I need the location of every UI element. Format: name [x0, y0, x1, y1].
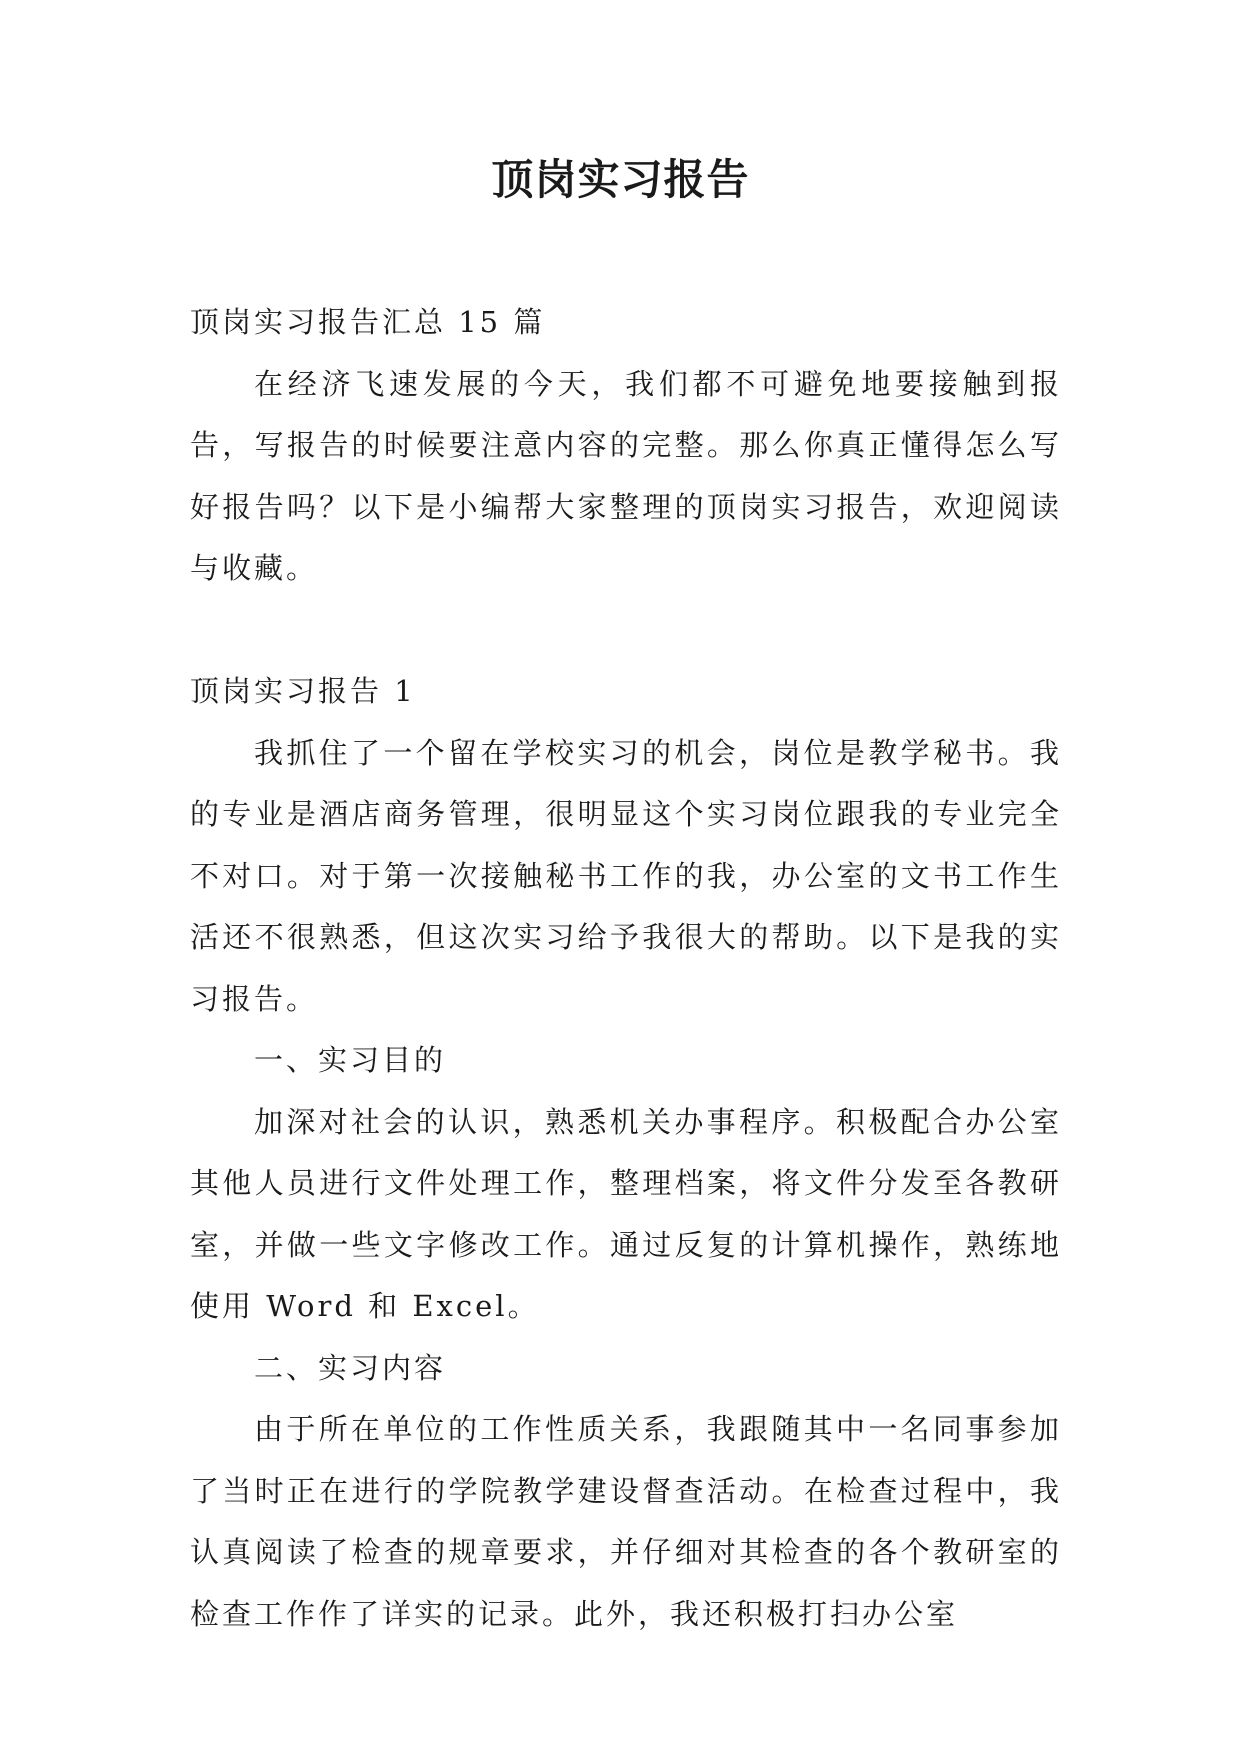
intro-paragraph: 在经济飞速发展的今天，我们都不可避免地要接触到报告，写报告的时候要注意内容的完整。那么你真正懂得怎么写好报告吗？以下是小编帮大家整理的顶岗实习报告，欢迎阅读与收藏。	[190, 366, 1062, 585]
content-heading: 二、实习内容	[254, 1350, 447, 1385]
purpose-heading: 一、实习目的	[254, 1043, 447, 1077]
section-spacer	[190, 600, 1062, 662]
document-title: 顶岗实习报告	[491, 155, 750, 204]
document-body	[190, 292, 1062, 1645]
section-paragraph: 我抓住了一个留在学校实习的机会，岗位是教学秘书。我的专业是酒店商务管理，很明显这个实习岗位跟我的专业完全不对口。对于第一次接触秘书工作的我，办公室的文书工作生活还不很熟悉，但这次实习给予我很大的帮助。以下是我的实习报告。	[190, 735, 1062, 1016]
purpose-paragraph: 加深对社会的认识，熟悉机关办事程序。积极配合办公室其他人员进行文件处理工作，整理档案，将文件分发至各教研室，并做一些文字修改工作。通过反复的计算机操作，熟练地使用 Word 和 Excel。	[190, 1104, 1062, 1323]
document-subtitle: 顶岗实习报告汇总 15 篇	[190, 305, 546, 339]
content-paragraph: 由于所在单位的工作性质关系，我跟随其中一名同事参加了当时正在进行的学院教学建设督查活动。在检查过程中，我认真阅读了检查的规章要求，并仔细对其检查的各个教研室的检查工作作了详实的记录。此外，我还积极打扫办公室	[190, 1412, 1062, 1631]
section-heading: 顶岗实习报告 1	[190, 674, 416, 708]
